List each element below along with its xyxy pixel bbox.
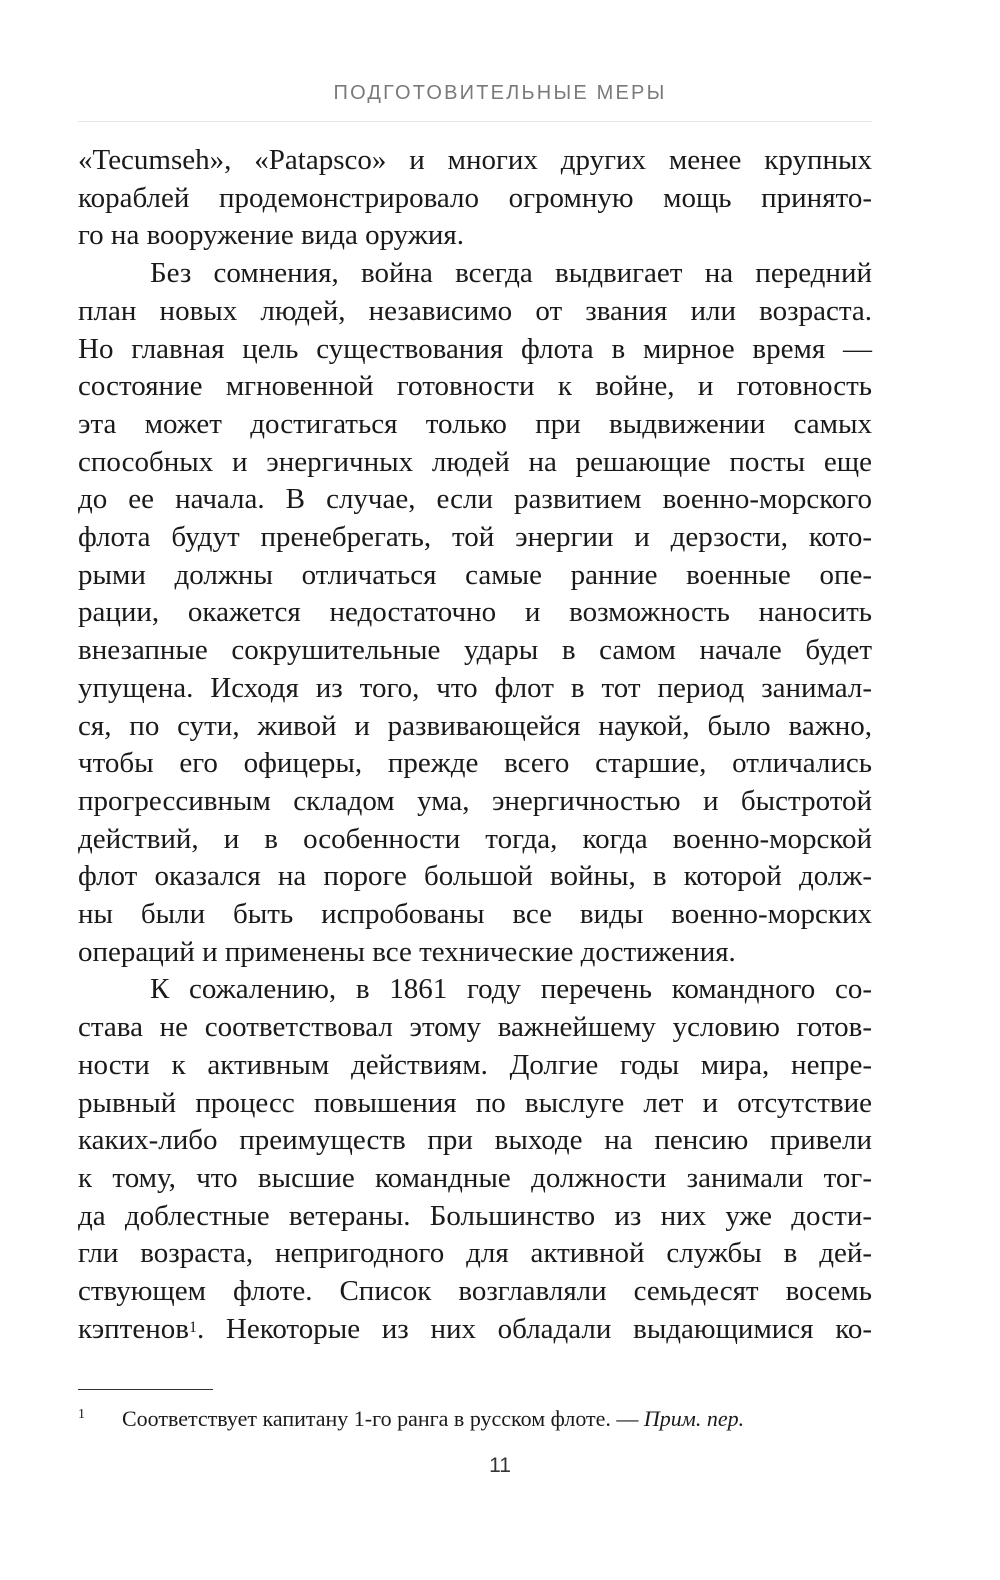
text-line: К сожалению, в 1861 году перечень командного со- [150,973,872,1006]
text-line: к тому, что высшие командные должности занимали тог- [78,1161,872,1194]
text-line: действий, и в особенности тогда, когда военно-морской [78,822,872,855]
running-title: ПОДГОТОВИТЕЛЬНЫЕ МЕРЫ [333,82,667,104]
text-line: до ее начала. В случае, если развитием военно-морского [78,483,872,516]
main-text [78,142,872,1349]
header-divider [78,121,872,122]
text-line: да доблестные ветераны. Большинство из них уже дости- [78,1199,872,1232]
text-line: флота будут пренебрегать, той энергии и дерзости, кото- [78,521,872,554]
footnote-text [122,1404,744,1434]
text-line: состояние мгновенной готовности к войне, и готовность [78,370,872,403]
text-line: рыми должны отличаться самые ранние военные опе- [78,558,872,591]
text-line: Но главная цель существования флота в мирное время — [78,332,872,365]
paragraph-1 [78,142,872,255]
footnote-reference: 1 [188,1318,197,1336]
text-line: упущена. Исходя из того, что флот в тот период занимал- [78,671,872,704]
text-line: каких-либо преимуществ при выходе на пенсию привели [78,1124,872,1157]
paragraph-3 [78,971,872,1348]
text-line: рации, окажется недостаточно и возможность наносить [78,596,872,629]
text-line: го на вооружение вида оружия. [78,219,464,252]
text-line: операций и применены все технические достижения. [78,935,736,968]
paragraph-2 [78,255,872,971]
text-fragment: . Некоторые из них обладали выдающимися ко- [196,1312,872,1345]
text-line: «Tecumseh», «Patapsco» и многих других менее крупных [78,144,872,176]
text-line: способных и энергичных людей на решающие посты еще [78,445,872,478]
text-line: ны были быть испробованы все виды военно-морских [78,898,872,931]
text-line: план новых людей, независимо от звания или возраста. [78,294,872,327]
text-line: рывный процесс повышения по выслуге лет и отсутствие [78,1086,872,1119]
text-line: флот оказался на пороге большой войны, в которой долж- [78,860,872,893]
text-line: ствующем флоте. Список возглавляли семьдесят восемь [78,1275,872,1308]
text-line: кораблей продемонстрировало огромную мощь принято- [78,181,872,214]
text-line: чтобы его офицеры, прежде всего старшие, отличались [78,747,872,780]
text-line: става не соответствовал этому важнейшему условию готов- [78,1011,872,1044]
footnote-divider [78,1389,213,1390]
footnote-body: Соответствует капитану 1-го ранга в русском флоте. — [122,1406,644,1431]
text-line: гли возраста, непригодного для активной службы в дей- [78,1237,872,1270]
text-line: ся, по сути, живой и развивающейся наукой, было важно, [78,709,872,742]
footnote-mark: 1 [78,1407,85,1422]
page-number: 11 [489,1454,511,1477]
text-line: ности к активным действиям. Долгие годы мира, непре- [78,1048,872,1081]
text-line: внезапные сокрушительные удары в самом начале будет [78,634,872,667]
text-line: прогрессивным складом ума, энергичностью и быстротой [78,784,872,817]
text-line: эта может достигаться только при выдвижении самых [78,407,872,440]
text-line [78,1311,872,1349]
text-fragment: кэптенов [78,1312,189,1345]
text-line: Без сомнения, война всегда выдвигает на передний [150,257,872,290]
footnote-abbreviation: Прим. пер. [643,1406,745,1431]
